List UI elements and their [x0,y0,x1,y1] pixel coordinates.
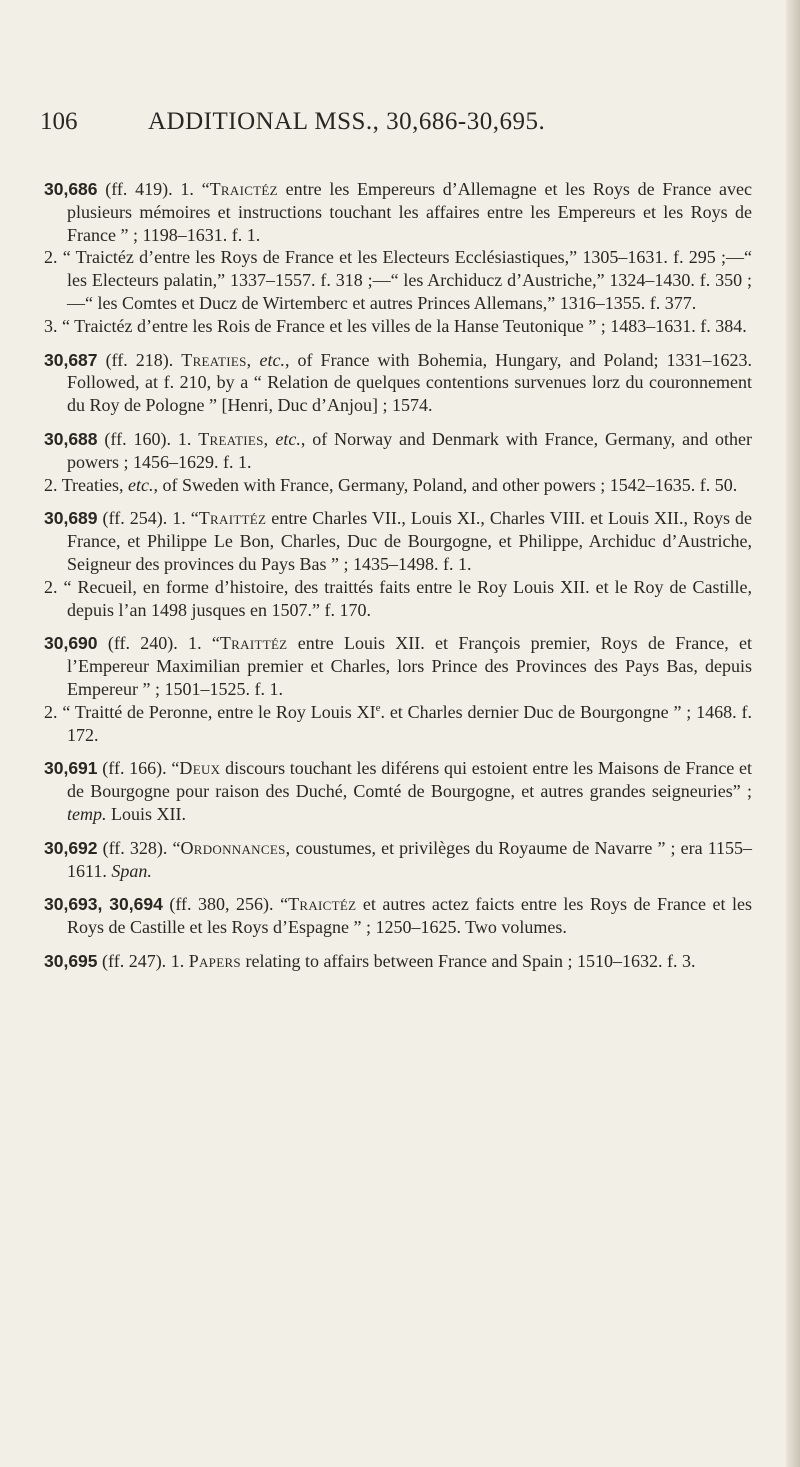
catalogue-entry [44,632,752,746]
ms-number: 30,687 [44,349,98,370]
entry-text: et autres actez faicts entre les Roys de France et les Roys de Castille et les Roys d’Espagne ” ; 1250–1625. Two volumes. [67,894,753,938]
entry-text: , of Sweden with France, Germany, Poland, and other powers ; 1542–1635. f. 50. [153,474,738,495]
running-title: ADDITIONAL MSS., 30,686-30,695. [148,108,546,135]
item-number: 2. [44,576,58,597]
item-number: 1. [180,179,194,199]
entry-text: relating to affairs between France and Spain ; 1510–1632. f. 3. [240,950,696,971]
entry-item [44,757,752,825]
item-number: 2. [44,474,58,495]
page-header [0,108,800,148]
entry-text: “ Traictéz d’entre les Roys de France et les Electeurs Ecclésiastiques,” 1305–1631. f. 295 ;—“ les Electeurs palatin,” 1337–1557. f. 318 ;—“ les Archiducz d’Austriche,” 1324–1430. f. 350 ;—“ les Comtes et Ducz de Wirtemberc et autres Princes Allemans,” 1316–1355. f. 377. [62,247,752,313]
folio-count: (ff. 240). [107,633,178,654]
entry-text: “ Recueil, en forme d’histoire, des traittés faits entre le Roy Louis XII. et le Roy de Castille, depuis l’an 1498 jusques en 1507.” f. 170. [63,576,752,620]
entry-heading: Treaties, [181,349,252,370]
folio-count: (ff. 328). [102,837,168,858]
entry-text: entre Charles VII., Louis XI., Charles VIII. et Louis XII., Roys de France, et Philippe Le Bon, Charles, Duc de Bourgogne, et Philippe, Archiduc d’Austriche, Seigneur des provinces du Pays Bas ” ; 1435–1498. f. 1. [67,508,753,574]
entry-item [44,178,752,246]
ms-number: 30,692 [44,837,98,858]
open-quote: “ [171,758,180,779]
open-quote: “ [211,633,220,654]
entry-heading: Papers [188,950,241,971]
open-quote: “ [190,508,199,529]
language-note: Span. [111,860,152,881]
ms-number: 30,693, 30,694 [44,894,163,915]
entry-text: , of France with Bohemia, Hungary, and Poland; 1331–1623. Followed, at f. 210, by a “ Relation de quelques contentions survenues lorz du couronnement du Roy de Pologne ” [Henri, Duc d’Anjou] ; 1574. [67,349,752,416]
temp-abbrev: temp. [67,803,107,824]
catalogue-entry [44,893,752,939]
entry-heading: Deux [179,758,221,779]
entry-item [44,428,752,474]
catalogue-entry [44,178,752,338]
entry-item [44,507,752,575]
catalogue-entry [44,507,752,621]
entry-item [44,576,752,622]
page-number: 106 [40,108,78,135]
catalogue-entry [44,950,752,973]
entry-text: entre les Empereurs d’Allemagne et les Roys de France avec plusieurs mémoires et instructions touchant les affaires entre les Empereurs et les Roys de France ” ; 1198–1631. f. 1. [67,179,753,245]
entry-text: coustumes, et privilèges du Royaume de Navarre ” ; era 1155–1611. [67,837,753,881]
ms-number: 30,690 [44,633,98,654]
catalogue-entry [44,757,752,825]
entry-item [44,950,752,973]
etc-abbrev: etc. [128,474,154,495]
etc-abbrev: etc. [259,349,285,370]
entry-text: Treaties, [61,474,129,495]
entry-heading: Ordonnances, [180,837,291,858]
superscript: e [375,701,381,714]
entry-text: “ Traitté de Peronne, entre le Roy Louis XI [62,701,376,722]
catalogue-entry [44,837,752,883]
entry-text: . et Charles dernier Duc de Bourgongne ” ; 1468. f. 172. [67,701,752,745]
folio-count: (ff. 380, 256). [169,894,274,915]
item-number: 1. [177,428,192,449]
ms-number: 30,695 [44,950,98,971]
entry-text: , of Norway and Denmark with France, Germany, and other powers ; 1456–1629. f. 1. [67,428,753,472]
entry-item [44,701,752,747]
item-number: 1. [188,633,202,654]
entry-item [44,632,752,700]
item-number: 1. [170,950,185,971]
entry-text: discours touchant les diférens qui estoient entre les Maisons de France et de Bourgogne pour raison des Duché, Comté de Bourgogne, et autres grandes seigneuries” ; [67,758,753,802]
entry-heading: Treaties, [198,428,269,449]
open-quote: “ [172,837,181,858]
entry-item [44,837,752,883]
page-edge [786,0,800,1467]
item-number: 2. [44,247,58,268]
entry-text: “ Traictéz d’entre les Rois de France et les villes de la Hanse Teutonique ” ; 1483–1631. f. 384. [62,315,747,336]
catalogue-entry [44,349,752,417]
entry-item [44,893,752,939]
folio-count: (ff. 218). [105,349,174,370]
open-quote: “ [201,179,210,199]
folio-count: (ff. 166). [102,758,167,779]
ms-number: 30,686 [44,179,98,199]
entry-text: entre Louis XII. et François premier, Roys de France, et l’Empereur Maximilian premier et Charles, lors Prince des Provinces des Pays Bas, depuis Empereur ” ; 1501–1525. f. 1. [67,633,753,699]
ms-number: 30,691 [44,758,98,779]
folio-count: (ff. 247). [102,950,167,971]
entry-item [44,315,752,338]
entry-item [44,349,752,417]
folio-count: (ff. 419). [105,179,173,199]
entry-heading: Traictéz [288,894,357,915]
item-number: 3. [44,315,58,336]
entry-item [44,474,752,497]
etc-abbrev: etc. [275,428,301,449]
entry-text: Louis XII. [106,803,186,824]
ms-number: 30,689 [44,508,98,529]
folio-count: (ff. 254). [102,508,168,529]
entry-heading: Traictéz [209,179,278,199]
entry-item [44,246,752,314]
catalogue-entry [44,428,752,496]
catalogue-entries [44,178,752,984]
item-number: 1. [172,508,186,529]
folio-count: (ff. 160). [104,428,171,449]
entry-heading: Traittéz [198,508,267,529]
ms-number: 30,688 [44,428,98,449]
open-quote: “ [280,894,289,915]
entry-heading: Traittéz [219,633,288,654]
item-number: 2. [44,701,58,722]
